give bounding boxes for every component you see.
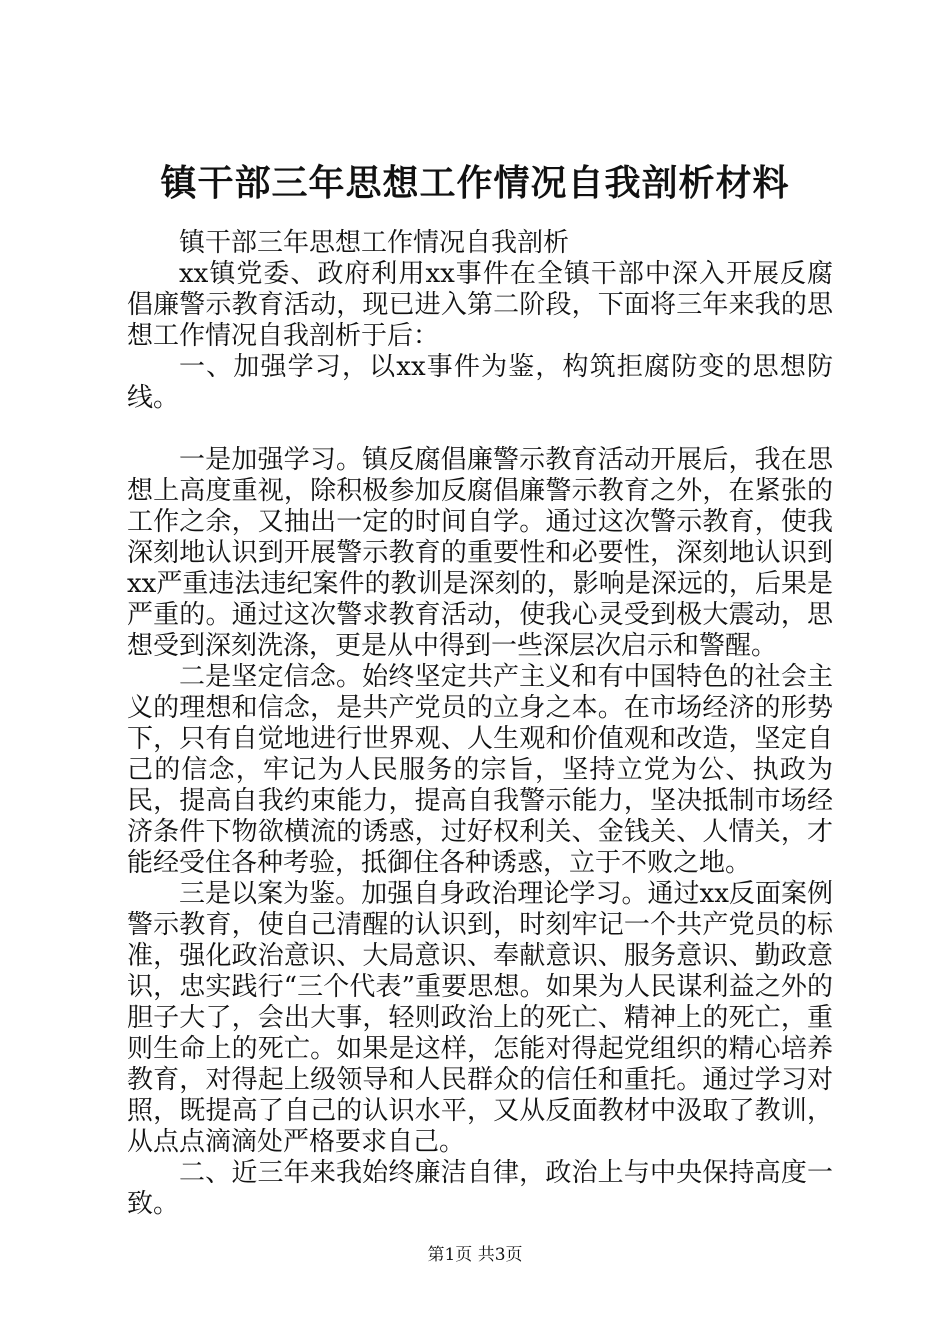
subtitle-paragraph: 镇干部三年思想工作情况自我剖析 xyxy=(179,228,570,258)
point-three-paragraph: 三是以案为鉴。加强自身政治理论学习。通过xx反面案例警示教育，使自己清醒的认识到，时刻牢记一个共产党员的标准，强化政治意识、大局意识、奉献意识、服务意识、勤政意识，忠实践行“三个代表”重要思想。如果为人民谋利益之外的胆子大了，会出大事，轻则政治上的死亡、精神上的死亡，重则生命上的死亡。如果是这样，怎能对得起党组织的精心培养教育，对得起上级领导和人民群众的信任和重托。通过学习对照，既提高了自己的认识水平，又从反面教材中汲取了教训，从点点滴滴处严格要求自己。 xyxy=(127,879,833,1157)
point-two-paragraph: 二是坚定信念。始终坚定共产主义和有中国特色的社会主义的理想和信念，是共产党员的立身之本。在市场经济的形势下，只有自觉地进行世界观、人生观和价值观和改造，坚定自己的信念，牢记为人民服务的宗旨，坚持立党为公、执政为民，提高自我约束能力，提高自我警示能力，坚决抵制市场经济条件下物欲横流的诱惑，过好权利关、金钱关、人情关，才能经受住各种考验，抵御住各种诱惑，立于不败之地。 xyxy=(127,662,833,878)
section-one-heading: 一、加强学习，以xx事件为鉴，构筑拒腐防变的思想防线。 xyxy=(127,352,833,413)
document-body xyxy=(127,228,833,1220)
document-title: 镇干部三年思想工作情况自我剖析材料 xyxy=(160,162,790,204)
intro-paragraph: xx镇党委、政府利用xx事件在全镇干部中深入开展反腐倡廉警示教育活动，现已进入第二阶段，下面将三年来我的思想工作情况自我剖析于后： xyxy=(127,259,833,351)
section-two-heading: 二、近三年来我始终廉洁自律，政治上与中央保持高度一致。 xyxy=(127,1158,833,1219)
page-number-footer: 第1页 共3页 xyxy=(427,1245,523,1265)
point-one-paragraph: 一是加强学习。镇反腐倡廉警示教育活动开展后，我在思想上高度重视，除积极参加反腐倡廉警示教育之外，在紧张的工作之余，又抽出一定的时间自学。通过这次警示教育，使我深刻地认识到开展警示教育的重要性和必要性，深刻地认识到xx严重违法违纪案件的教训是深刻的，影响是深远的，后果是严重的。通过这次警求教育活动，使我心灵受到极大震动，思想受到深刻洗涤，更是从中得到一些深层次启示和警醒。 xyxy=(127,445,833,661)
